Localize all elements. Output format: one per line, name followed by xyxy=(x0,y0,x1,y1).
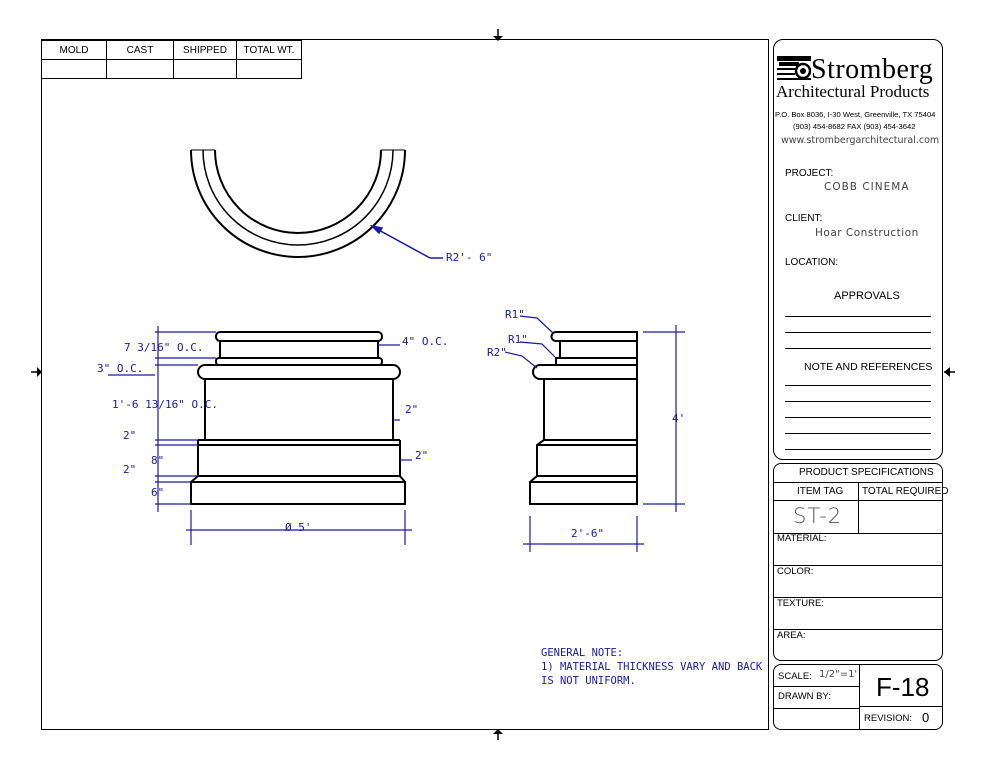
revision-value: 0 xyxy=(922,710,930,725)
item-tag-label: ITEM TAG xyxy=(797,486,844,497)
scale-label: SCALE: xyxy=(778,671,812,682)
dim-1-6-13-16-oc: 1'-6 13/16" O.C. xyxy=(112,398,218,411)
company-address: P.O. Box 8036, I-30 West, Greenville, TX 75404 xyxy=(775,110,936,119)
scale-divider xyxy=(774,686,859,687)
dim-2-in-b: 2" xyxy=(123,463,137,476)
dim-7-3-16-oc: 7 3/16" O.C. xyxy=(124,341,204,354)
general-note-line1: 1) MATERIAL THICKNESS VARY AND BACK xyxy=(541,661,763,673)
header-mold: MOLD xyxy=(42,41,107,60)
note-line-4 xyxy=(785,433,931,434)
revision-divider xyxy=(859,706,942,707)
general-note-title: GENERAL NOTE: xyxy=(541,647,624,659)
project-value: COBB CINEMA xyxy=(824,181,910,193)
note-line-5 xyxy=(785,449,931,450)
texture-label: TEXTURE: xyxy=(777,598,824,609)
dim-2-in-right-b: 2" xyxy=(415,449,429,462)
header-shipped: SHIPPED xyxy=(174,41,237,60)
center-mark-left xyxy=(31,367,42,377)
company-name: Stromberg xyxy=(811,54,934,85)
project-label: PROJECT: xyxy=(785,168,834,179)
approvals-label: APPROVALS xyxy=(834,290,900,302)
center-mark-top xyxy=(493,29,503,41)
area-label: AREA: xyxy=(777,630,806,641)
side-dimensions xyxy=(505,316,685,552)
client-label: CLIENT: xyxy=(785,213,823,224)
side-width: 2'-6" xyxy=(571,527,605,540)
title-block xyxy=(773,39,943,460)
specs-vertical-divider xyxy=(858,482,859,533)
top-view-leader xyxy=(372,226,443,258)
sheet-vertical-divider xyxy=(859,664,860,730)
dim-6-in: 6" xyxy=(151,486,165,499)
header-cast: CAST xyxy=(107,41,174,60)
dim-8-in: 8" xyxy=(151,454,165,467)
approval-line-3 xyxy=(785,348,931,349)
side-r2: R2" xyxy=(487,346,507,359)
total-required-label: TOTAL REQUIRED xyxy=(862,486,949,497)
drawn-by-label: DRAWN BY: xyxy=(778,691,831,702)
sheet-number: F-18 xyxy=(876,672,930,702)
dim-3-oc: 3" O.C. xyxy=(97,362,144,375)
revision-label: REVISION: xyxy=(864,713,913,724)
stromberg-logo-icon xyxy=(777,56,811,80)
side-r1-b: R1" xyxy=(508,333,528,346)
center-mark-right xyxy=(944,367,955,377)
approval-line-2 xyxy=(785,332,931,333)
note-line-1 xyxy=(785,385,931,386)
dim-2-in-a: 2" xyxy=(123,429,137,442)
drawn-by-divider xyxy=(774,708,859,709)
notes-label: NOTE AND REFERENCES xyxy=(804,361,933,373)
material-label: MATERIAL: xyxy=(777,533,827,544)
item-tag-value: ST-2 xyxy=(793,504,843,528)
top-view-radius-label: R2'- 6" xyxy=(446,251,493,264)
side-elevation xyxy=(530,332,637,504)
side-height: 4' xyxy=(672,412,686,425)
company-website: www.strombergarchitectural.com xyxy=(781,135,940,146)
note-line-3 xyxy=(785,417,931,418)
general-note-line2: IS NOT UNIFORM. xyxy=(541,675,636,687)
dim-diameter: Ø 5' xyxy=(285,521,312,534)
header-total-wt: TOTAL WT. xyxy=(237,41,302,60)
company-sub: Architectural Products xyxy=(776,82,930,101)
side-r1-a: R1" xyxy=(505,308,525,321)
top-view xyxy=(191,150,405,257)
approval-line-1 xyxy=(785,316,931,317)
scale-value: 1/2"=1' xyxy=(819,669,858,680)
front-elevation xyxy=(191,332,405,504)
note-line-2 xyxy=(785,401,931,402)
color-label: COLOR: xyxy=(777,566,814,577)
client-value: Hoar Construction xyxy=(815,227,919,239)
dim-4-oc: 4" O.C. xyxy=(402,335,449,348)
company-phone: (903) 454-8682 FAX (903) 454-3642 xyxy=(793,122,916,131)
product-specs-title: PRODUCT SPECIFICATIONS xyxy=(799,467,934,478)
dim-2-in-right-a: 2" xyxy=(405,403,419,416)
location-label: LOCATION: xyxy=(785,257,839,268)
center-mark-bottom xyxy=(493,729,503,740)
